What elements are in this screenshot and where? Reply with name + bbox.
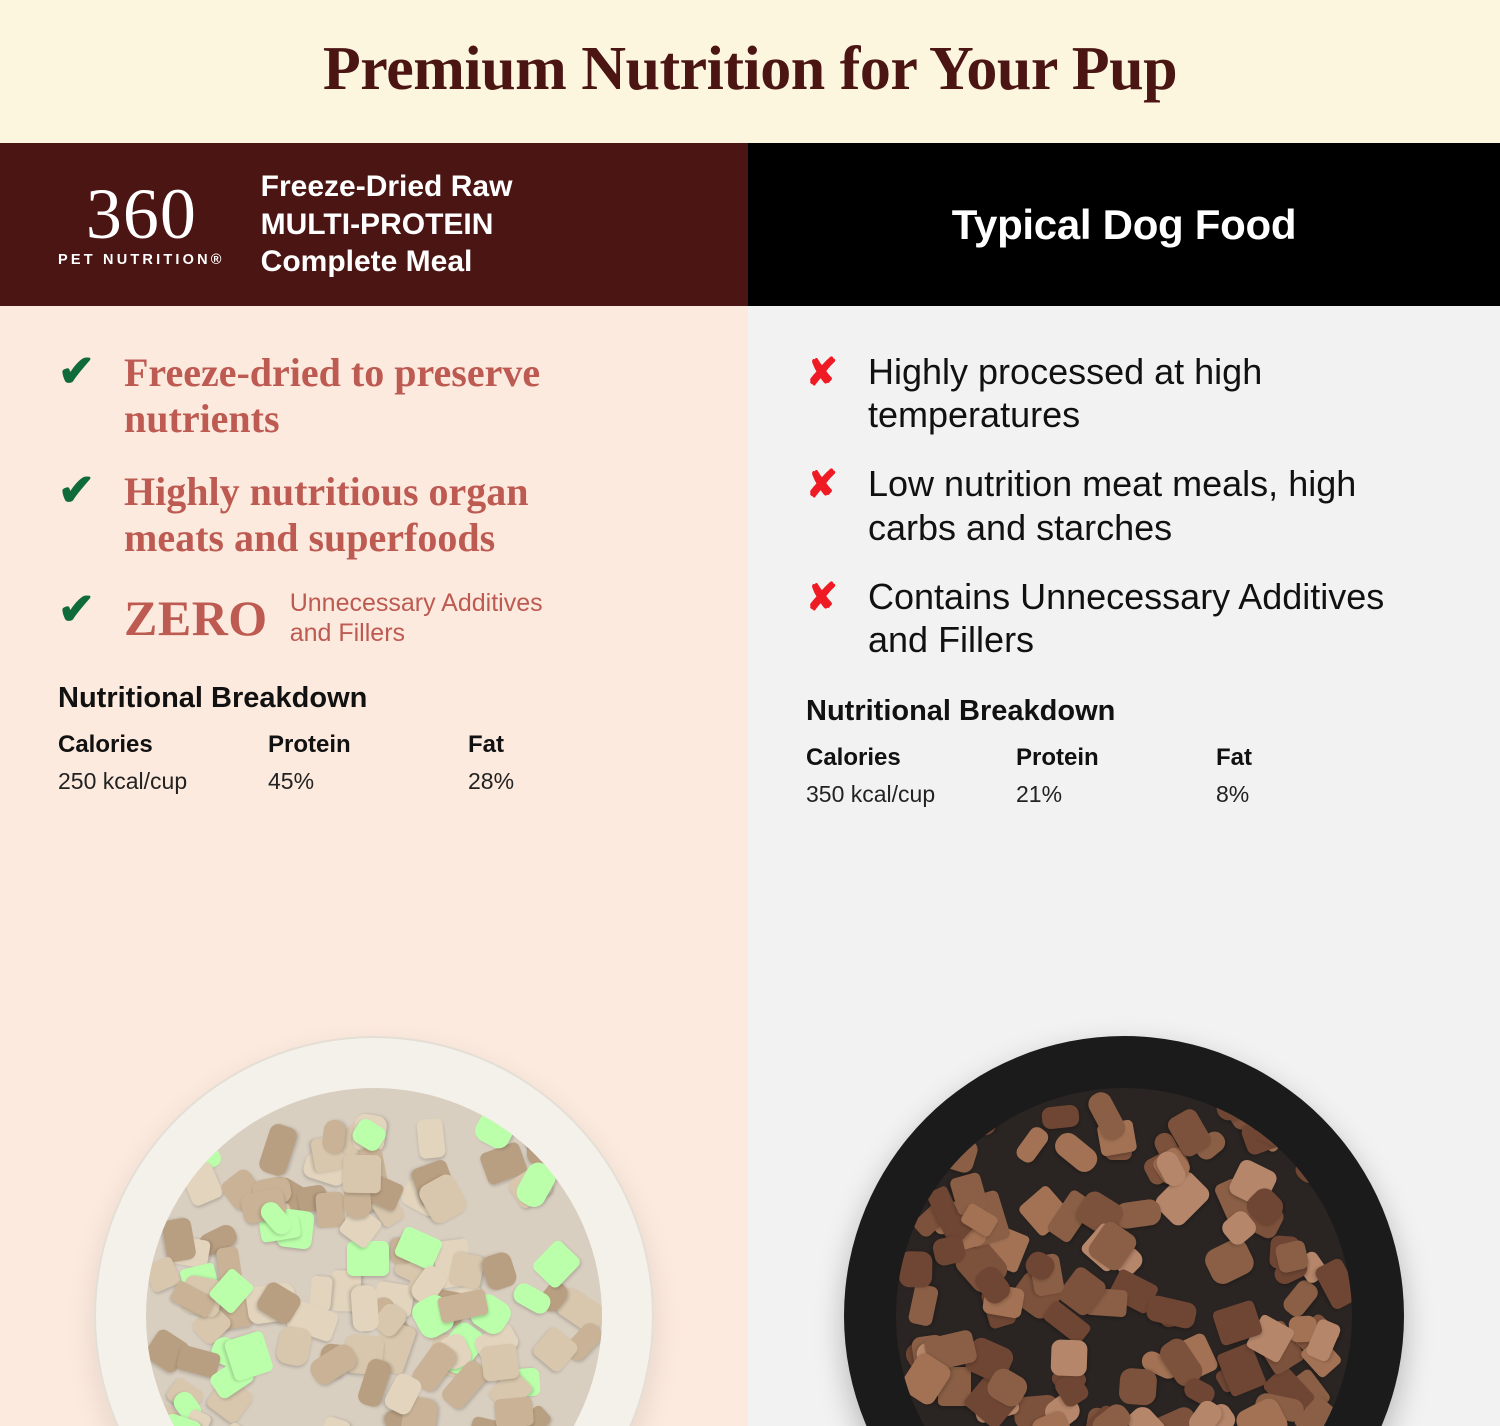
x-icon: ✘: [806, 576, 838, 619]
column-header: Calories: [806, 744, 901, 772]
nutrition-col-protein: [1016, 744, 1216, 808]
benefit-text: Highly nutritious organ meats and superfoods: [124, 468, 529, 561]
competitor-drawback-list: [748, 306, 1500, 661]
brand-food-image: [0, 1036, 748, 1426]
product-name-line2: MULTI-PROTEIN: [260, 207, 494, 241]
drawback-text: Low nutrition meat meals, high carbs and starches: [868, 463, 1357, 548]
cell-value: 8%: [1216, 781, 1250, 808]
brand-benefit-list: [0, 306, 748, 648]
page-title: Premium Nutrition for Your Pup: [322, 34, 1178, 103]
x-icon: ✘: [806, 464, 838, 507]
brand-column: [0, 306, 748, 1426]
list-item: [806, 462, 1450, 548]
nutrition-title: Nutritional Breakdown: [58, 681, 368, 714]
column-header: Fat: [468, 730, 504, 758]
column-headers: [0, 143, 1500, 306]
competitor-food-image: [748, 1036, 1500, 1426]
white-bowl: [94, 1036, 654, 1426]
product-name-line1: Freeze-Dried Raw: [260, 170, 513, 204]
brand-column-header: [0, 143, 748, 306]
column-header: Protein: [268, 730, 351, 758]
brand-nutrition-table: [0, 674, 748, 795]
zero-detail: Unnecessary Additives and Fillers: [289, 588, 543, 647]
column-header: Protein: [1016, 744, 1099, 772]
black-bowl: [844, 1036, 1404, 1426]
drawback-text: Contains Unnecessary Additives and Fillers: [868, 575, 1385, 660]
check-icon: ✔: [58, 465, 95, 515]
banner: [0, 0, 1500, 143]
nutrition-grid: [806, 744, 1450, 808]
cell-value: 350 kcal/cup: [806, 781, 936, 808]
nutrition-grid: [58, 731, 698, 795]
cell-value: 28%: [468, 767, 515, 794]
check-icon: ✔: [58, 584, 95, 634]
nutrition-col-fat: [1216, 744, 1426, 808]
kibble-fill: [146, 1088, 602, 1426]
zero-word: ZERO: [124, 589, 268, 646]
competitor-column-header: [748, 143, 1500, 306]
brand-logo: [58, 174, 225, 268]
nutrition-col-calories: [58, 731, 268, 795]
competitor-nutrition-table: [748, 687, 1500, 808]
zero-additives-row: [124, 588, 550, 648]
logo-number: 360: [85, 174, 197, 255]
logo-subtitle: PET NUTRITION®: [58, 251, 225, 268]
competitor-title: Typical Dog Food: [951, 200, 1297, 248]
column-header: Fat: [1216, 744, 1252, 772]
competitor-column: [748, 306, 1500, 1426]
kibble-fill: [896, 1088, 1352, 1426]
list-item: [58, 584, 698, 648]
cell-value: 250 kcal/cup: [58, 767, 188, 794]
drawback-text: Highly processed at high temperatures: [868, 351, 1263, 436]
cell-value: 45%: [268, 767, 315, 794]
list-item: [58, 465, 698, 562]
nutrition-col-calories: [806, 744, 1016, 808]
comparison-columns: [0, 306, 1500, 1426]
list-item: [58, 347, 698, 443]
list-item: [806, 575, 1450, 661]
check-icon: ✔: [58, 347, 95, 396]
nutrition-title: Nutritional Breakdown: [806, 695, 1116, 728]
cell-value: 21%: [1016, 781, 1063, 808]
benefit-text: Freeze-dried to preserve nutrients: [124, 350, 541, 442]
product-name: [261, 168, 513, 281]
list-item: [806, 350, 1450, 436]
x-icon: ✘: [806, 352, 838, 394]
column-header: Calories: [58, 730, 153, 758]
nutrition-col-fat: [468, 731, 678, 795]
nutrition-col-protein: [268, 731, 468, 795]
product-name-line3: Complete Meal: [260, 245, 473, 279]
